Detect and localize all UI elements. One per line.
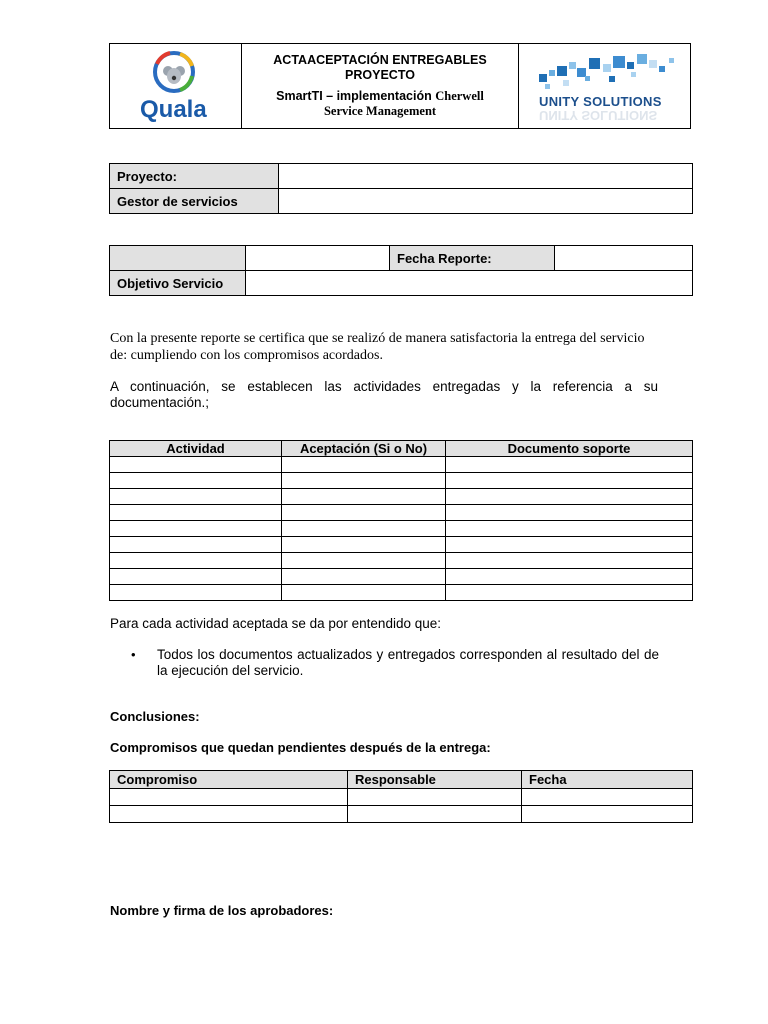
- table-row: [110, 505, 693, 521]
- table-cell[interactable]: [446, 473, 693, 489]
- table-cell[interactable]: [110, 789, 348, 806]
- service-manager-value[interactable]: [279, 189, 693, 214]
- commitments-header-responsable: Responsable: [348, 771, 522, 789]
- table-cell[interactable]: [282, 521, 446, 537]
- report-blank-value[interactable]: [246, 246, 390, 271]
- table-cell[interactable]: [110, 473, 282, 489]
- table-cell[interactable]: [110, 457, 282, 473]
- bullet-item: [131, 647, 659, 679]
- bullet-icon: •: [131, 647, 136, 662]
- table-cell[interactable]: [282, 585, 446, 601]
- table-row: [110, 489, 693, 505]
- commitments-header-compromiso: Compromiso: [110, 771, 348, 789]
- table-cell[interactable]: [110, 505, 282, 521]
- compromisos-heading: Compromisos que quedan pendientes después de la entrega:: [110, 740, 491, 755]
- document-subtitle: SmartTI – implementación Cherwell Service Management: [276, 89, 484, 118]
- table-row: [110, 806, 693, 823]
- commitments-table: [109, 770, 693, 823]
- certification-paragraph: Con la presente reporte se certifica que se realizó de manera satisfactoria la entrega del servicio de: cumpliendo con los compromisos acordados.: [110, 331, 645, 363]
- objetivo-servicio-label: Objetivo Servicio: [110, 271, 246, 296]
- table-cell[interactable]: [446, 489, 693, 505]
- report-blank-label: [110, 246, 246, 271]
- table-cell[interactable]: [522, 806, 693, 823]
- quala-logo-cell: [110, 44, 242, 129]
- table-cell[interactable]: [522, 789, 693, 806]
- unity-logo-reflection: UNITY SOLUTIONS: [539, 108, 658, 123]
- table-cell[interactable]: [446, 553, 693, 569]
- table-cell[interactable]: [282, 457, 446, 473]
- table-cell[interactable]: [446, 457, 693, 473]
- commitments-header-fecha: Fecha: [522, 771, 693, 789]
- table-cell[interactable]: [282, 505, 446, 521]
- project-value[interactable]: [279, 164, 693, 189]
- commitments-header-row: [110, 771, 693, 789]
- project-table: [109, 163, 693, 214]
- objetivo-row: [110, 271, 693, 296]
- table-row: [110, 569, 693, 585]
- table-cell[interactable]: [282, 569, 446, 585]
- table-cell[interactable]: [110, 521, 282, 537]
- objetivo-servicio-value[interactable]: [246, 271, 693, 296]
- table-row: [110, 521, 693, 537]
- table-row: [110, 553, 693, 569]
- table-cell[interactable]: [282, 553, 446, 569]
- table-cell[interactable]: [348, 789, 522, 806]
- activities-table: [109, 440, 693, 601]
- fecha-reporte-value[interactable]: [555, 246, 693, 271]
- activities-header-row: [110, 441, 693, 457]
- table-row: [110, 789, 693, 806]
- quala-logo-text: Quala: [140, 96, 207, 123]
- unity-logo: [519, 44, 690, 128]
- table-row: [110, 473, 693, 489]
- project-label: Proyecto:: [110, 164, 279, 189]
- table-cell[interactable]: [446, 521, 693, 537]
- project-row: [110, 164, 693, 189]
- unity-logo-text: UNITY SOLUTIONS: [539, 94, 662, 109]
- table-cell[interactable]: [110, 569, 282, 585]
- table-cell[interactable]: [446, 537, 693, 553]
- activities-intro-paragraph: A continuación, se establecen las actividades entregadas y la referencia a su documentación.;: [110, 379, 658, 410]
- report-table: [109, 245, 693, 296]
- document-title: ACTAACEPTACIÓN ENTREGABLES PROYECTO: [273, 53, 487, 82]
- table-row: [110, 457, 693, 473]
- table-cell[interactable]: [446, 569, 693, 585]
- table-cell[interactable]: [110, 553, 282, 569]
- table-row: [110, 585, 693, 601]
- table-row: [110, 537, 693, 553]
- fecha-reporte-label: Fecha Reporte:: [390, 246, 555, 271]
- table-cell[interactable]: [110, 537, 282, 553]
- table-cell[interactable]: [110, 489, 282, 505]
- document-header: [109, 43, 691, 129]
- unity-logo-cell: [519, 44, 691, 129]
- table-cell[interactable]: [348, 806, 522, 823]
- table-cell[interactable]: [282, 537, 446, 553]
- title-cell: [242, 44, 519, 129]
- table-cell[interactable]: [110, 806, 348, 823]
- activities-header-documento: Documento soporte: [446, 441, 693, 457]
- firmas-heading: Nombre y firma de los aprobadores:: [110, 903, 334, 918]
- table-cell[interactable]: [110, 585, 282, 601]
- conclusiones-heading: Conclusiones:: [110, 709, 200, 724]
- service-manager-row: [110, 189, 693, 214]
- activities-header-aceptacion: Aceptación (Si o No): [282, 441, 446, 457]
- table-cell[interactable]: [282, 489, 446, 505]
- service-manager-label: Gestor de servicios: [110, 189, 279, 214]
- quala-logo: [110, 44, 241, 128]
- table-cell[interactable]: [446, 505, 693, 521]
- table-cell[interactable]: [446, 585, 693, 601]
- activities-header-actividad: Actividad: [110, 441, 282, 457]
- table-cell[interactable]: [282, 473, 446, 489]
- report-row: [110, 246, 693, 271]
- acceptance-intro: Para cada actividad aceptada se da por entendido que:: [110, 616, 441, 631]
- bullet-text: Todos los documentos actualizados y entregados corresponden al resultado del de la ejecución del servicio.: [157, 647, 659, 678]
